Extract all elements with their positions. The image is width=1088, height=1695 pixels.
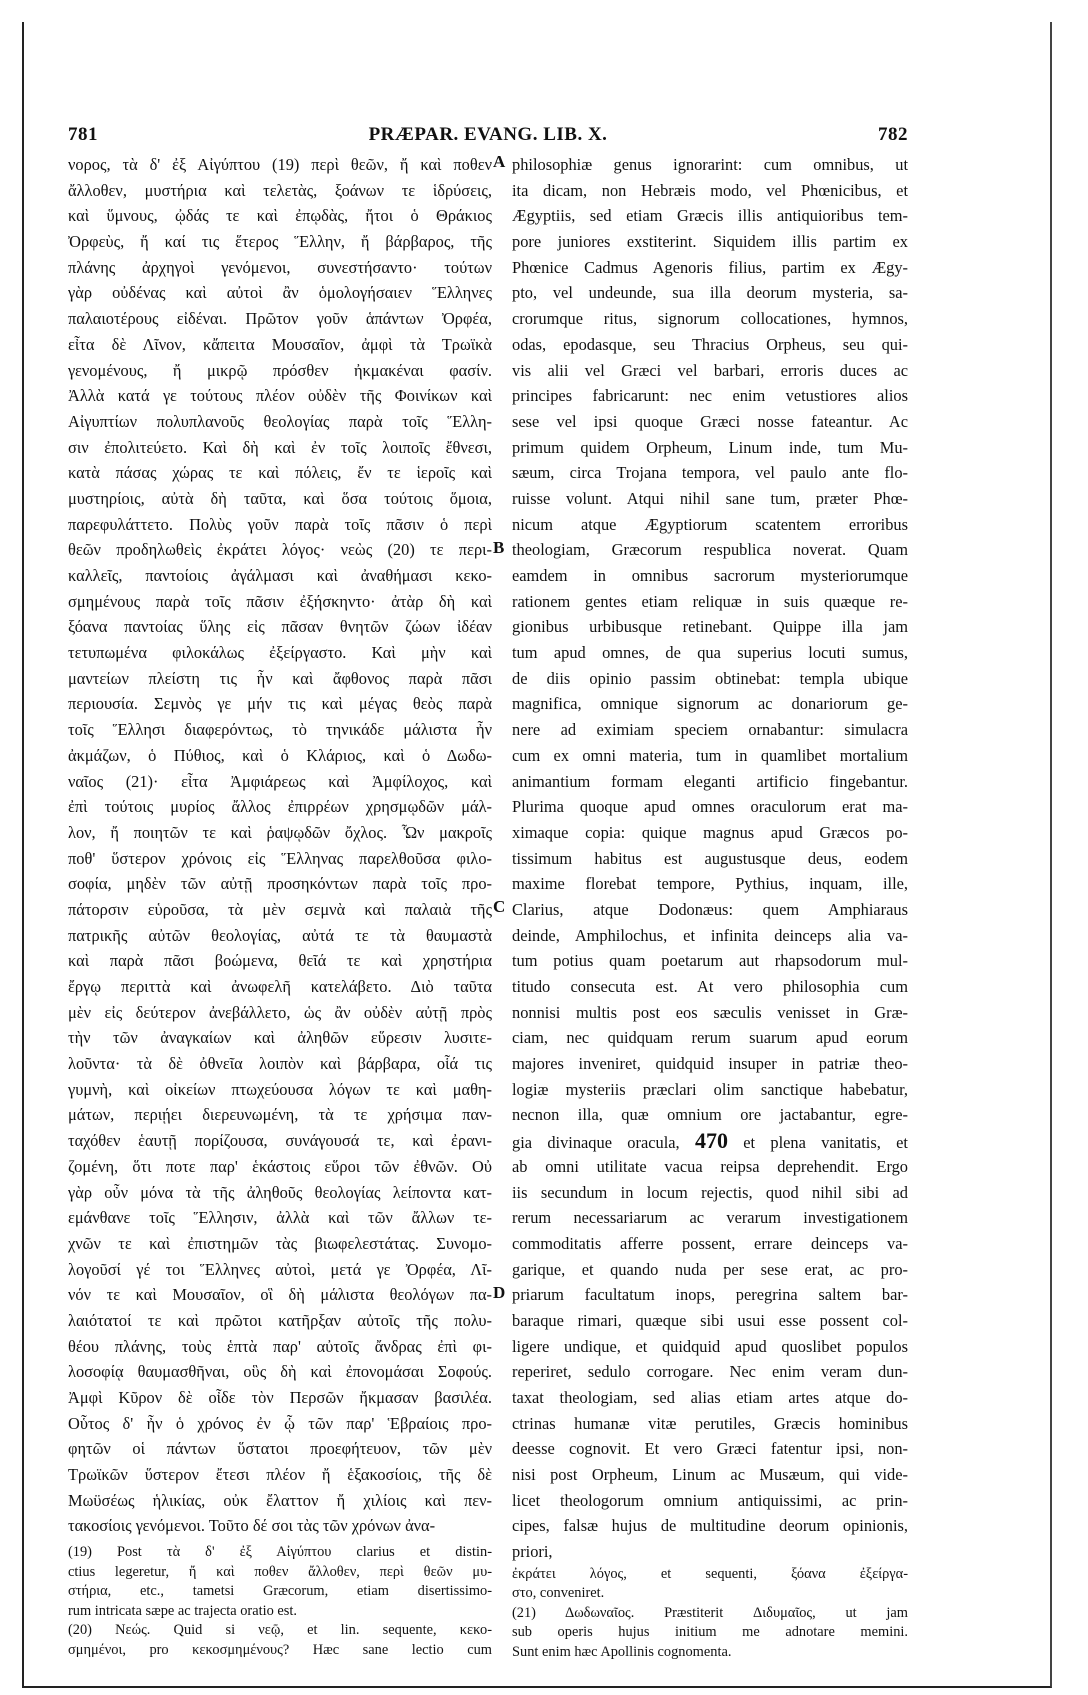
text-line: λογοῦσί γέ τοι Ἕλληνες αὐτοὶ, μετά γε Ὀρφέα, Λῖ-: [68, 1259, 492, 1279]
text-line: nere ad eximiam speciem ornabantur: simulacra: [512, 720, 908, 740]
text-line: licet theologorum omnium antiquissimi, ac prin-: [512, 1490, 908, 1510]
text-line: εμάνθανε τοῖς Ἕλλησιν, ἀλλὰ καὶ τῶν ἄλλων τε-: [68, 1208, 492, 1228]
text-line: ruisse volunt. Atqui nihil sane tum, præter Phœ-: [512, 488, 908, 508]
greek-column: [68, 152, 492, 1658]
text-line: καὶ παρὰ πᾶσι βοώμενα, θεῖά τε καὶ χρηστήρια: [68, 951, 492, 971]
text-line: φητῶν οἱ πάντων ὕστατοι προεφήτευον, τῶν μὲν: [68, 1439, 492, 1459]
latin-column: [512, 152, 908, 1660]
footnotes-right: [512, 1565, 908, 1663]
text-line: tissimum habitus est augustusque deus, eodem: [512, 848, 908, 868]
text-line: λον, ἤ ποιητῶν τε καὶ ῥαψῳδῶν ὄχλος. Ὧν μακροῖς: [68, 822, 492, 842]
text-line: ciam, nec quidquam rerum suarum apud eorum: [512, 1028, 908, 1048]
text-line: παλαιοτέρους εἰδέναι. Πρῶτον γοῦν ἁπάντων Ὀρφέα,: [68, 309, 492, 329]
text-line: theologiam, Græcorum respublica noverat. Quam: [512, 540, 908, 560]
text-line: necnon illa, quæ omnium ore jactabantur, egre-: [512, 1105, 908, 1125]
text-line: ταχόθεν ἑαυτῇ πορίζουσα, συνάγουσά τε, καὶ ἐρανι-: [68, 1131, 492, 1151]
text-line: principes fabricarunt: nec enim vetustiores alios: [512, 386, 908, 406]
text-line: rationem gentes etiam reliquæ in suis quæque re-: [512, 591, 908, 611]
text-line: νόν τε καὶ Μουσαῖον, οἳ δὴ μάλιστα θεολόγων πα-: [68, 1285, 492, 1305]
text-line: ctrinas humanæ vitæ perutiles, Græcis hominibus: [512, 1413, 908, 1433]
text-line: Ὀρφεὺς, ἤ καί τις ἕτερος Ἕλλην, ἤ βάρβαρος, τῆς: [68, 232, 492, 252]
text-line: σμημένοι, pro κεκοσμημένους? Hæc sane lectio cum: [68, 1641, 492, 1658]
text-line: τακοσίοις γενόμενοι. Τοῦτο δέ σοι τὰς τῶν χρόνων ἀνα-: [68, 1516, 436, 1536]
text-line: deesse cognovit. Et vero Græci fatentur ipsi, non-: [512, 1439, 908, 1459]
text-line: τὴν τῶν ἀναγκαίων καὶ ἀληθῶν εὕρεσιν λυσιτε-: [68, 1028, 492, 1048]
page-header: [68, 124, 908, 150]
text-line: νορος, τὰ δ' ἐξ Αἰγύπτου (19) περὶ θεῶν, ἤ καὶ ποθεν: [68, 155, 492, 174]
text-line: odas, epodasque, seu Thracius Orpheus, seu qui-: [512, 334, 908, 354]
text-line: ligere undique, et quidquid apud quoslibet populos: [512, 1336, 908, 1356]
text-line: rum intricata sæpe ac trajecta oratio est.: [68, 1602, 297, 1619]
text-line: Ἀμφὶ Κῦρον δὲ οἶδε τὸν Περσῶν ἤκμασαν βασιλέα.: [68, 1388, 492, 1407]
text-line: philosophiæ genus ignorarint: cum omnibus, ut: [512, 155, 908, 174]
margin-markers: [493, 152, 511, 1352]
section-number: 470: [694, 1128, 728, 1154]
text-line: τετυπωμένα φιλοκάλως ἐξείργαστο. Καὶ μὴν καὶ: [68, 643, 492, 663]
text-line: κατὰ πάσας χώρας τε καὶ πόλεις, ἔν τε ἱεροῖς καὶ: [68, 463, 492, 483]
text-line: majores inveniret, quidquid insuper in patriæ theo-: [512, 1054, 908, 1074]
text-line: Τρωϊκῶν ὕστερον ἔτεσι πλέον ἤ ἑξακοσίοις, τῆς δὲ: [68, 1465, 492, 1485]
text-line: commoditatis afferre possent, errare deinceps va-: [512, 1233, 908, 1253]
text-line: ζομένη, ὅτι ποτε παρ' ἑκάστοις εὕροι τῶν ἐθνῶν. Οὐ: [68, 1156, 492, 1176]
text-line: θέου πλάνης, τοὺς ἑπτὰ παρ' αὐτοῖς ἄνδρας ἐπὶ φι-: [68, 1336, 492, 1356]
text-line: σοφία, μηδὲν τῶν αὐτῇ προσηκόντων παρὰ τοῖς προ-: [68, 874, 492, 894]
text-line: (21) Δωδωναῖος. Præstiterit Διδυμαῖος, ut jam: [512, 1604, 908, 1621]
text-line: cum ex omni materia, tum in quamlibet mortalium: [512, 745, 908, 765]
text-line: καὶ ὕμνους, ᾠδάς τε καὶ ἐπῳδὰς, ἤτοι ὁ Θράκιος: [68, 206, 492, 226]
text-line: vis alii vel Græci vel barbari, erroris duces ac: [512, 360, 908, 380]
text-line: μάτων, περιῄει διερευνωμένη, τὰ τε χρήσιμα παν-: [68, 1105, 492, 1125]
text-line: μυστηρίοις, αὐτὰ δὴ ταῦτα, καὶ ὅσα τούτοις ὅμοια,: [68, 488, 492, 508]
text-segment: gia divinaque oracula,: [512, 1133, 695, 1153]
text-line: Μωϋσέως ἡλικίας, οὐκ ἔλαττον ἤ χιλίοις καὶ πεν-: [68, 1490, 492, 1510]
text-line: baraque rimari, quæque sibi usui esse possent col-: [512, 1310, 908, 1330]
text-line: θεῶν προδηλωθεὶς ἐκράτει λόγος· νεὼς (20) τε περι-: [68, 540, 492, 560]
text-line: τοῖς Ἕλλησι διαφερόντως, τὸ τηνικάδε μάλιστα ἦν: [68, 720, 492, 740]
text-line: Clarius, atque Dodonæus: quem Amphiaraus: [512, 899, 908, 919]
text-line: pore juniores exstiterint. Siquidem illis partim ex: [512, 232, 908, 252]
text-line: γὰρ οὖν μόνα τὰ τῆς ἀληθοῦς θεολογίας λείποντα κατ-: [68, 1182, 492, 1202]
text-line: ἄλλοθεν, μυστήρια καὶ τελετὰς, ξοάνων τε ἱδρύσεις,: [68, 180, 492, 200]
text-line: στήρια, etc., tametsi Græcorum, etiam disertissimo-: [68, 1583, 492, 1600]
text-line: (20) Νεώς. Quid si νεῷ, et lin. sequente, κεκο-: [68, 1622, 492, 1639]
footnotes-left: [68, 1543, 492, 1660]
text-line: maxime florebat tempore, Pythius, inquam, ille,: [512, 874, 908, 894]
text-line: taxat theologiam, sed alias etiam artes atque do-: [512, 1388, 908, 1407]
text-line: σιν ἐπολιτεύετο. Καὶ δὴ καὶ ἐν τοῖς λοιποῖς ἔθνεσι,: [68, 437, 492, 457]
margin-marker-c: C: [493, 897, 506, 917]
text-line: (19) Post τὰ δ' ἐξ Αἰγύπτου clarius et distin-: [68, 1544, 492, 1561]
text-line: στο, conveniret.: [512, 1585, 605, 1602]
text-line: crorumque ritus, signorum collocationes, hymnos,: [512, 309, 908, 329]
text-line: de diis opinio passim obtinebat: templa ubique: [512, 668, 908, 688]
text-line: ναῖος (21)· εἶτα Ἀμφιάρεως καὶ Ἀμφίλοχος, καὶ: [68, 771, 492, 791]
text-line: λαιότατοί τε καὶ πρῶτοι κατῆρξαν αὐτοῖς τῆς πολυ-: [68, 1310, 492, 1330]
text-line: animantium formam eleganti artificio fingebantur.: [512, 771, 908, 791]
text-line: ξόανα παντοίας ὕλης εἰς πᾶσαν θνητῶν ζώων ἰδέαν: [68, 617, 492, 637]
text-line: priori,: [512, 1542, 553, 1562]
text-line: ἀκμάζων, ὁ Πύθιος, καὶ ὁ Κλάριος, καὶ ὁ Δωδω-: [68, 745, 492, 765]
text-line: ita dicam, non Hebræis modo, vel Phœnicibus, et: [512, 180, 908, 200]
text-line: reperiret, sedulo corrogare. Nec enim veram dun-: [512, 1362, 908, 1382]
text-line: γὰρ οὐδένας καὶ αὐτοὶ ἂν ὁμολογήσαιεν Ἕλληνες: [68, 283, 492, 303]
text-line: sæum, circa Trojana tempora, vel paulo ante flo-: [512, 463, 908, 483]
text-line: tum apud omnes, de qua superius locuti sumus,: [512, 643, 908, 663]
running-title: PRÆPAR. EVANG. LIB. X.: [368, 124, 608, 145]
text-line: Ἀλλὰ κατά γε τούτους πλέον οὐδὲν τῆς Φοινίκων καὶ: [68, 386, 492, 406]
text-line: rerum necessariarum ac verarum investigationem: [512, 1208, 908, 1228]
text-line: sub operis hujus initium me adnotare memini.: [512, 1624, 908, 1641]
text-line: γυμνὴ, καὶ οἰκείων πτωχεύουσα λόγων τε καὶ μαθη-: [68, 1079, 492, 1099]
text-line: Αἰγυπτίων πολυπλανοῦς θεολογίας παρὰ τοῖς Ἕλλη-: [68, 411, 492, 431]
page-number-right: 782: [878, 124, 908, 145]
text-line: λοῦντα· τὰ δὲ ὀθνεῖα λοιπὸν καὶ βάρβαρα, οἷά τις: [68, 1054, 492, 1074]
text-line: πλάνης ἀρχηγοὶ γενόμενοι, συνεστήσαντο· τούτων: [68, 257, 492, 277]
text-line: Plurima quoque apud omnes oraculorum erat ma-: [512, 797, 908, 817]
text-line: tum potius quam poetarum aut rhapsodorum mul-: [512, 951, 908, 971]
text-line: εἶτα δὲ Λῖνον, κἄπειτα Μουσαῖον, ἀμφὶ τὰ Τρωϊκὰ: [68, 334, 492, 354]
text-line: magnifica, omnique signorum ac donariorum ge-: [512, 694, 908, 714]
text-line: λοσοφίᾳ θαυμασθῆναι, οὓς δὴ καὶ ἐπονομάσαι Σοφούς.: [68, 1362, 492, 1382]
text-line: ἐπὶ τούτοις μυρίος ἄλλος ἐπιρρέων χρησμῳδῶν μάλ-: [68, 797, 492, 817]
text-line: πάτορσιν εὑροῦσα, τὰ μὲν σεμνὰ καὶ παλαιὰ τῆς: [68, 899, 492, 919]
text-line: μαντείων πλείστη τις ἦν καὶ ἄφθονος παρὰ πᾶσι: [68, 668, 492, 688]
text-line: priarum facultatum inops, peregrina saltem bar-: [512, 1285, 908, 1305]
text-line: deinde, Amphilochus, et infinita deinceps alia va-: [512, 925, 908, 945]
text-line: cipes, falsæ hujus de multitudine deorum opinionis,: [512, 1516, 908, 1536]
text-line: πατρικῆς αὐτῶν θεολογίας, αὐτά τε τὰ θαυμαστὰ: [68, 925, 492, 945]
text-line: logiæ mysteriis præclari olim sanctique habebatur,: [512, 1079, 908, 1099]
text-line: eamdem in omnibus sacrorum mysteriorumque: [512, 566, 908, 585]
text-line: Phœnice Cadmus Agenoris filius, partim ex Ægy-: [512, 257, 908, 277]
text-line: garique, et quando nuda per sese erat, ac pro-: [512, 1259, 908, 1279]
text-line: primum quidem Orpheum, Linum inde, tum Mu-: [512, 437, 908, 457]
text-line: iis secundum in locum rejectis, quod nihil sibi ad: [512, 1182, 908, 1202]
text-line: pto, vel undeunde, sua illa deorum mysteria, sa-: [512, 283, 908, 303]
text-line: sese vel ipsi quoque Græci nosse fateantur. Ac: [512, 411, 908, 431]
text-line: gionibus urbibusque retinebant. Quippe illa jam: [512, 617, 908, 637]
text-line: nonnisi multis post eos sæculis venisset in Græ-: [512, 1002, 908, 1022]
page-number-left: 781: [68, 124, 98, 145]
text-line: Ægyptiis, sed etiam Græcis illis antiquioribus tem-: [512, 206, 908, 226]
text-line: ἐκράτει λόγος, et sequenti, ξόανα ἐξείργα-: [512, 1565, 908, 1582]
text-line: γενομένους, ἤ μικρῷ πρόσθεν ἠκμακέναι φασίν.: [68, 360, 492, 380]
margin-marker-a: A: [493, 152, 506, 171]
text-line: ἔργῳ περιττὰ καὶ ἀνωφελῆ κατελάβετο. Διὸ ταῦτα: [68, 977, 492, 996]
text-line: ximaque copia: quique magnus apud Græcos po-: [512, 822, 908, 842]
text-line: ab omni utilitate vacua reipsa deprehendit. Ergo: [512, 1156, 908, 1176]
text-line: titudo consecuta est. At vero philosophia cum: [512, 977, 908, 996]
text-line: μὲν εἰς δεύτερον ἀνεβάλλετο, ὡς ἂν οὐδὲν αὐτῇ πρὸς: [68, 1002, 492, 1022]
text-line: καλλεῖς, παντοίοις ἀγάλμασι καὶ ἀναθήμασι κεκο-: [68, 566, 492, 585]
text-line: παρεφυλάττετο. Πολὺς γοῦν παρὰ τοῖς πᾶσιν ὁ περὶ: [68, 514, 492, 534]
margin-marker-d: D: [493, 1282, 506, 1302]
text-line: [512, 1128, 908, 1154]
text-line: χνῶν τε καὶ ἐπιστημῶν τὰς βιωφελεστάτας. Συνομο-: [68, 1233, 492, 1253]
text-line: σμημένους παρὰ τοῖς πᾶσιν ἐξήσκηντο· ἀτὰρ δὴ καὶ: [68, 591, 492, 611]
text-line: ποθ' ὕστερον χρόνοις εἰς Ἕλληνας παρελθοῦσα φιλο-: [68, 848, 492, 868]
text-line: nisi post Orpheum, Linum ac Musæum, qui vide-: [512, 1465, 908, 1485]
text-segment: et plena vanitatis, et: [727, 1133, 908, 1153]
text-line: nicum atque Ægyptiorum scatentem erroribus: [512, 514, 908, 534]
text-line: ctius legeretur, ἤ καὶ ποθεν ἄλλοθεν, περὶ θεῶν μυ-: [68, 1563, 492, 1580]
text-line: περιουσία. Σεμνὸς γε μήν τις καὶ μέγας θεὸς παρὰ: [68, 694, 492, 714]
text-line: Sunt enim hæc Apollinis cognomenta.: [512, 1643, 732, 1660]
text-line: Οὗτος δ' ἦν ὁ χρόνος ἐν ᾧ τῶν παρ' Ἑβραίοις προ-: [68, 1413, 492, 1433]
margin-marker-b: B: [493, 537, 505, 557]
